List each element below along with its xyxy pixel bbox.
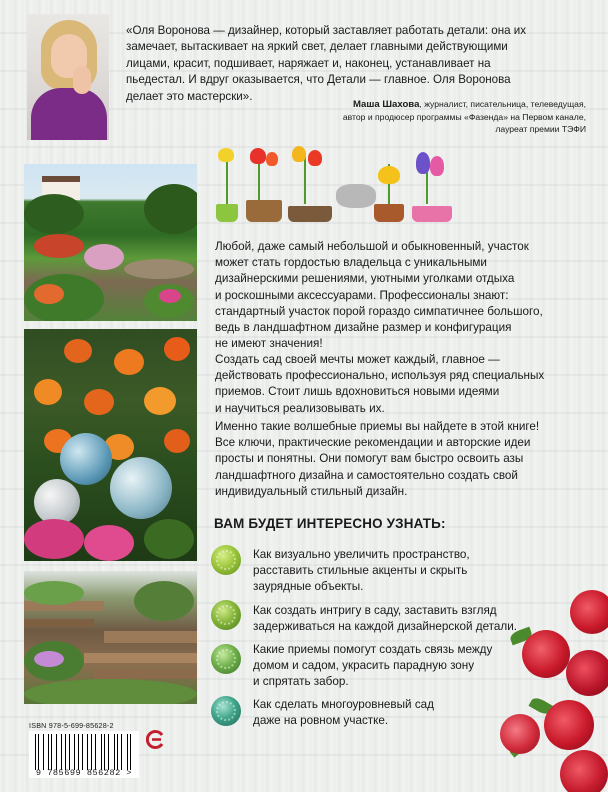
text-line: даже на ровном участке. <box>253 714 389 728</box>
text-line: заурядные объекты. <box>253 580 364 594</box>
text-line: может стать гордостью владельца с уникальными <box>215 256 487 270</box>
quote-line: пьедестал. И вдруг оказывается, что Детали — главное. Оля Воронова <box>126 73 511 87</box>
quote-attribution <box>300 98 586 135</box>
teal-ball-bullet-icon <box>207 692 247 732</box>
quote-line: делает это мастерски». <box>126 89 253 103</box>
raised-beds-photo <box>24 571 197 704</box>
text-line: и научиться реализовывать их. <box>215 401 385 415</box>
quote-line: замечает, вытаскивает на яркий свет, делает главными действующими <box>126 40 508 54</box>
publisher-logo-icon <box>146 729 166 749</box>
green-ball-bullet-icon <box>207 640 247 680</box>
green-ball-bullet-icon <box>207 541 247 581</box>
quote-line: лицами, красит, подшивает, наряжает и, наконец, устанавливает на <box>126 56 491 70</box>
list-item <box>253 547 553 596</box>
text-line: Все ключи, практические рекомендации и авторские идеи <box>215 436 531 450</box>
flower-pots-illustration <box>216 144 462 226</box>
text-line: Любой, даже самый небольшой и обыкновенный, участок <box>215 240 529 253</box>
text-line: просты и понятны. Они помогут вам быстро освоить азы <box>215 452 524 466</box>
text-line: приемов. Стоит лишь вдохновиться новыми идеями <box>215 385 500 399</box>
text-line: и роскошными аксессуарами. Профессионалы знают: <box>215 288 509 302</box>
third-paragraph <box>215 419 579 500</box>
text-line: домом и садом, украсить парадную зону <box>253 659 475 673</box>
barcode <box>29 731 139 778</box>
author-photo <box>27 14 109 140</box>
text-line: Как создать интригу в саду, заставить взгляд <box>253 604 497 617</box>
text-line: Какие приемы помогут создать связь между <box>253 643 493 656</box>
text-line: дизайнерскими решениями, уютными уголками отдыха <box>215 272 515 286</box>
text-line: индивидуальный стильный дизайн. <box>215 484 408 498</box>
section-heading: ВАМ БУДЕТ ИНТЕРЕСНО УЗНАТЬ: <box>214 516 446 531</box>
text-line: Как визуально увеличить пространство, <box>253 548 470 561</box>
garden-photo <box>24 164 197 321</box>
second-paragraph <box>215 352 579 417</box>
text-line: расставить стильные акценты и скрыть <box>253 564 468 578</box>
green-ball-bullet-icon <box>207 596 247 636</box>
flowers-photo <box>24 329 197 561</box>
quote-author-role: лауреат премии ТЭФИ <box>495 124 586 134</box>
barcode-number: 9 785699 856282 > <box>35 768 133 778</box>
quote-line: «Оля Воронова — дизайнер, который заставляет работать детали: она их <box>126 24 527 37</box>
author-quote <box>126 23 581 105</box>
quote-author-role: автор и продюсер программы «Фазенда» на Первом канале, <box>342 112 586 122</box>
text-line: не имеют значения! <box>215 337 323 351</box>
text-line: стандартный участок порой гораздо симпатичнее большого, <box>215 304 543 318</box>
quote-author-name: Маша Шахова <box>352 99 420 110</box>
text-line: Как сделать многоуровневый сад <box>253 698 434 711</box>
text-line: Именно такие волшебные приемы вы найдете в этой книге! <box>215 420 540 433</box>
intro-paragraph <box>215 239 579 352</box>
text-line: задерживаться на каждой дизайнерской детали. <box>253 620 517 634</box>
quote-author-role: , журналист, писательница, телеведущая, <box>419 99 586 109</box>
text-line: и спрятать забор. <box>253 675 349 689</box>
text-line: ведь в ландшафтном дизайне размер и конфигурация <box>215 321 512 335</box>
roses-decoration <box>500 590 608 792</box>
isbn-label: ISBN 978-5-699-85628-2 <box>29 721 114 730</box>
text-line: ландшафтного дизайна и самостоятельно создать свой <box>215 468 518 482</box>
text-line: действовать профессионально, используя ряд специальных <box>215 369 545 383</box>
text-line: Создать сад своей мечты может каждый, главное — <box>215 353 500 366</box>
